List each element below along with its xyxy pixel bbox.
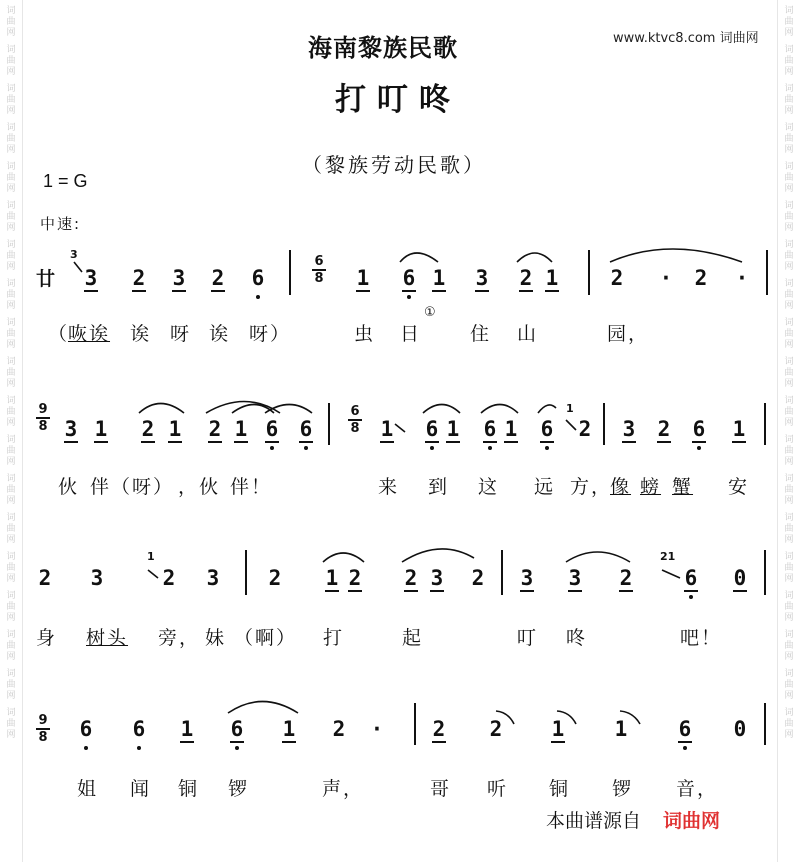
note: 1 bbox=[378, 417, 396, 441]
lyric: 日 bbox=[400, 323, 422, 345]
note: 3 bbox=[620, 417, 638, 441]
lyric: 山 bbox=[517, 323, 539, 345]
watermark-text: 词 曲 网 bbox=[784, 552, 794, 584]
note: 1 bbox=[444, 417, 462, 441]
note: 2 bbox=[332, 717, 346, 741]
lyric: 起 bbox=[402, 627, 424, 649]
watermark-text: 词 曲 网 bbox=[784, 84, 794, 116]
note: 1 bbox=[730, 417, 748, 441]
note: 2 bbox=[402, 566, 420, 590]
lyric: 住 bbox=[470, 323, 492, 345]
lyric: 呀） bbox=[249, 323, 292, 345]
watermark-text: 词 曲 网 bbox=[6, 84, 16, 116]
note: 3 bbox=[62, 417, 80, 441]
barline bbox=[588, 250, 590, 295]
note: 3 bbox=[82, 266, 100, 290]
barline bbox=[501, 550, 503, 595]
note: 6 bbox=[538, 417, 556, 441]
slur-arrow bbox=[395, 424, 405, 432]
lyric: 远 bbox=[534, 476, 556, 498]
note: 0 bbox=[733, 717, 747, 741]
slur bbox=[423, 405, 460, 414]
lyric: 伙 bbox=[58, 476, 80, 498]
note: 2 bbox=[578, 417, 592, 441]
watermark-text: 词 曲 网 bbox=[784, 240, 794, 272]
lyric: 听 bbox=[487, 778, 509, 800]
lyric: 诶 bbox=[130, 323, 152, 345]
tempo-marking: 中速: bbox=[40, 215, 82, 233]
note: 1 bbox=[354, 266, 372, 290]
note: 6 bbox=[682, 566, 700, 590]
lyric: 锣 bbox=[612, 778, 634, 800]
note: 6 bbox=[263, 417, 281, 441]
note: 2 bbox=[38, 566, 52, 590]
grace-note: 1 bbox=[566, 402, 574, 415]
note: 2 bbox=[346, 566, 364, 590]
watermark-text: 词 曲 网 bbox=[784, 513, 794, 545]
key-signature: 1 = G bbox=[43, 171, 88, 191]
footnote-mark: ① bbox=[424, 305, 436, 320]
note: 6 bbox=[130, 717, 148, 741]
note: 6 bbox=[400, 266, 418, 290]
watermark-text: 词 曲 网 bbox=[6, 279, 16, 311]
note: 6 bbox=[676, 717, 694, 741]
note: 2 bbox=[139, 417, 157, 441]
barline bbox=[289, 250, 291, 295]
watermark-text: 词 曲 网 bbox=[6, 474, 16, 506]
grace-stroke bbox=[566, 420, 576, 430]
note: 3 bbox=[170, 266, 188, 290]
slur bbox=[481, 405, 518, 414]
watermark-text: 词 曲 网 bbox=[784, 708, 794, 740]
note: 1 bbox=[323, 566, 341, 590]
lyric: 哥 bbox=[430, 778, 452, 800]
slur bbox=[400, 253, 438, 262]
lyric: 妹 bbox=[205, 627, 227, 649]
lyric: 旁， bbox=[158, 627, 201, 649]
right-watermark-strip bbox=[777, 0, 800, 862]
barline bbox=[766, 250, 768, 295]
watermark-text: 词 曲 网 bbox=[784, 357, 794, 389]
source-label: 本曲谱源自 bbox=[546, 810, 642, 832]
lyric: 吧！ bbox=[680, 627, 723, 649]
watermark-text: 词 曲 网 bbox=[6, 708, 16, 740]
lyric: 伴！ bbox=[230, 476, 273, 498]
note: 1 bbox=[614, 717, 628, 741]
note: 3 bbox=[90, 566, 104, 590]
collection-title: 海南黎族民歌 bbox=[308, 33, 458, 62]
lyric: 虫 bbox=[354, 323, 376, 345]
note: 2 bbox=[209, 266, 227, 290]
slur bbox=[538, 405, 556, 413]
barline bbox=[764, 550, 766, 595]
lyric: 诶 bbox=[209, 323, 231, 345]
watermark-text: 词 曲 网 bbox=[784, 6, 794, 38]
lyric: 伴（ bbox=[90, 476, 133, 498]
slur bbox=[206, 402, 280, 414]
lyric: 铜 bbox=[178, 778, 200, 800]
note: 2 bbox=[617, 566, 635, 590]
watermark-text: 词 曲 网 bbox=[784, 591, 794, 623]
free-meter-sign: 廿 bbox=[36, 268, 56, 290]
note: 2 bbox=[206, 417, 224, 441]
note: 3 bbox=[566, 566, 584, 590]
lyric: 树头 bbox=[86, 627, 129, 649]
watermark-text: 词 曲 网 bbox=[6, 552, 16, 584]
lyric: 咴诶 bbox=[68, 323, 111, 345]
note: 1 bbox=[543, 266, 561, 290]
left-watermark-strip bbox=[0, 0, 23, 862]
note: 6 bbox=[228, 717, 246, 741]
note: 2 bbox=[430, 717, 448, 741]
note: 2 bbox=[268, 566, 282, 590]
slur bbox=[517, 253, 552, 262]
watermark-text: 词 曲 网 bbox=[784, 123, 794, 155]
watermark-text: 词 曲 网 bbox=[784, 669, 794, 701]
song-subtitle: （黎族劳动民歌） bbox=[302, 153, 486, 177]
time-signature: 6 8 bbox=[348, 405, 362, 435]
lyric: 身 bbox=[36, 627, 58, 649]
site-link[interactable]: www.ktvc8.com 词曲网 bbox=[613, 31, 759, 46]
lyric: 蟹 bbox=[672, 476, 694, 498]
note: 6 bbox=[77, 717, 95, 741]
watermark-text: 词 曲 网 bbox=[784, 630, 794, 662]
watermark-text: 词 曲 网 bbox=[6, 318, 16, 350]
time-signature: 9 8 bbox=[36, 714, 50, 744]
slur bbox=[402, 549, 474, 562]
dot: · bbox=[735, 266, 749, 290]
lyric: （ bbox=[48, 323, 70, 345]
lyric: 到 bbox=[428, 476, 450, 498]
lyric: 音， bbox=[676, 778, 719, 800]
grace-note: 1 bbox=[147, 550, 155, 563]
brand-link[interactable]: 词曲网 bbox=[663, 810, 721, 832]
watermark-text: 词 曲 网 bbox=[6, 591, 16, 623]
lyric: 闻 bbox=[130, 778, 152, 800]
watermark-text: 词 曲 网 bbox=[6, 123, 16, 155]
note: 2 bbox=[610, 266, 624, 290]
dot: · bbox=[370, 717, 384, 741]
lyric: 声， bbox=[322, 778, 365, 800]
watermark-text: 词 曲 网 bbox=[6, 6, 16, 38]
watermark-text: 词 曲 网 bbox=[6, 201, 16, 233]
note: 1 bbox=[166, 417, 184, 441]
barline bbox=[764, 403, 766, 445]
lyric: 这 bbox=[478, 476, 500, 498]
note: 6 bbox=[481, 417, 499, 441]
slur bbox=[610, 249, 742, 262]
watermark-text: 词 曲 网 bbox=[784, 201, 794, 233]
watermark-text: 词 曲 网 bbox=[6, 396, 16, 428]
note: 2 bbox=[489, 717, 503, 741]
lyric: 安 bbox=[728, 476, 750, 498]
note: 1 bbox=[280, 717, 298, 741]
watermark-text: 词 曲 网 bbox=[784, 318, 794, 350]
note: 1 bbox=[92, 417, 110, 441]
note: 2 bbox=[517, 266, 535, 290]
note: 6 bbox=[297, 417, 315, 441]
slur bbox=[265, 405, 312, 414]
grace-stroke bbox=[662, 570, 680, 578]
lyric: 呀） bbox=[132, 476, 175, 498]
watermark-text: 词 曲 网 bbox=[784, 435, 794, 467]
note: 6 bbox=[690, 417, 708, 441]
grace-note: 3 bbox=[70, 248, 78, 261]
watermark-text: 词 曲 网 bbox=[784, 396, 794, 428]
lyric: 咚 bbox=[566, 627, 588, 649]
watermark-text: 词 曲 网 bbox=[784, 162, 794, 194]
barline bbox=[603, 403, 605, 445]
lyric: 来 bbox=[378, 476, 400, 498]
grace-note: 21 bbox=[660, 550, 676, 563]
watermark-text: 词 曲 网 bbox=[6, 240, 16, 272]
watermark-text: 词 曲 网 bbox=[6, 45, 16, 77]
lyric: 铜 bbox=[549, 778, 571, 800]
lyric: 呀 bbox=[170, 323, 192, 345]
lyric: ，伙 bbox=[178, 476, 221, 498]
watermark-text: 词 曲 网 bbox=[6, 162, 16, 194]
time-signature: 6 8 bbox=[312, 255, 326, 285]
note: 1 bbox=[549, 717, 567, 741]
watermark-text: 词 曲 网 bbox=[6, 357, 16, 389]
lyric: 姐 bbox=[77, 778, 99, 800]
note: 2 bbox=[694, 266, 708, 290]
watermark-text: 词 曲 网 bbox=[784, 45, 794, 77]
note: 1 bbox=[502, 417, 520, 441]
lyric: 像 bbox=[610, 476, 632, 498]
grace-stroke bbox=[148, 570, 158, 578]
dot: · bbox=[659, 266, 673, 290]
watermark-text: 词 曲 网 bbox=[6, 513, 16, 545]
barline bbox=[764, 703, 766, 745]
watermark-text: 词 曲 网 bbox=[6, 669, 16, 701]
watermark-text: 词 曲 网 bbox=[784, 279, 794, 311]
slur bbox=[228, 702, 298, 714]
note: 3 bbox=[206, 566, 220, 590]
lyric: 园， bbox=[607, 323, 650, 345]
song-title: 打叮咚 bbox=[335, 82, 461, 118]
lyric: 叮 bbox=[517, 627, 539, 649]
note: 0 bbox=[731, 566, 749, 590]
note: 2 bbox=[655, 417, 673, 441]
slur bbox=[139, 404, 184, 414]
barline bbox=[414, 703, 416, 745]
note: 6 bbox=[423, 417, 441, 441]
note: 3 bbox=[518, 566, 536, 590]
note: 2 bbox=[130, 266, 148, 290]
note: 2 bbox=[162, 566, 176, 590]
watermark-text: 词 曲 网 bbox=[784, 474, 794, 506]
lyric: 打 bbox=[323, 627, 345, 649]
slur bbox=[232, 405, 274, 414]
watermark-text: 词 曲 网 bbox=[6, 630, 16, 662]
barline bbox=[328, 403, 330, 445]
lyric: （啊） bbox=[234, 627, 298, 649]
slur bbox=[566, 552, 630, 562]
note: 1 bbox=[178, 717, 196, 741]
note: 3 bbox=[428, 566, 446, 590]
note: 6 bbox=[249, 266, 267, 290]
grace-stroke bbox=[74, 262, 82, 272]
time-signature: 9 8 bbox=[36, 403, 50, 433]
note: 1 bbox=[232, 417, 250, 441]
slur bbox=[323, 553, 364, 562]
lyric: 螃 bbox=[640, 476, 662, 498]
barline bbox=[245, 550, 247, 595]
lyric: 锣 bbox=[228, 778, 250, 800]
note: 3 bbox=[473, 266, 491, 290]
note: 1 bbox=[430, 266, 448, 290]
note: 2 bbox=[471, 566, 485, 590]
source-credit bbox=[546, 806, 720, 833]
watermark-text: 词 曲 网 bbox=[6, 435, 16, 467]
lyric: 方， bbox=[570, 476, 613, 498]
